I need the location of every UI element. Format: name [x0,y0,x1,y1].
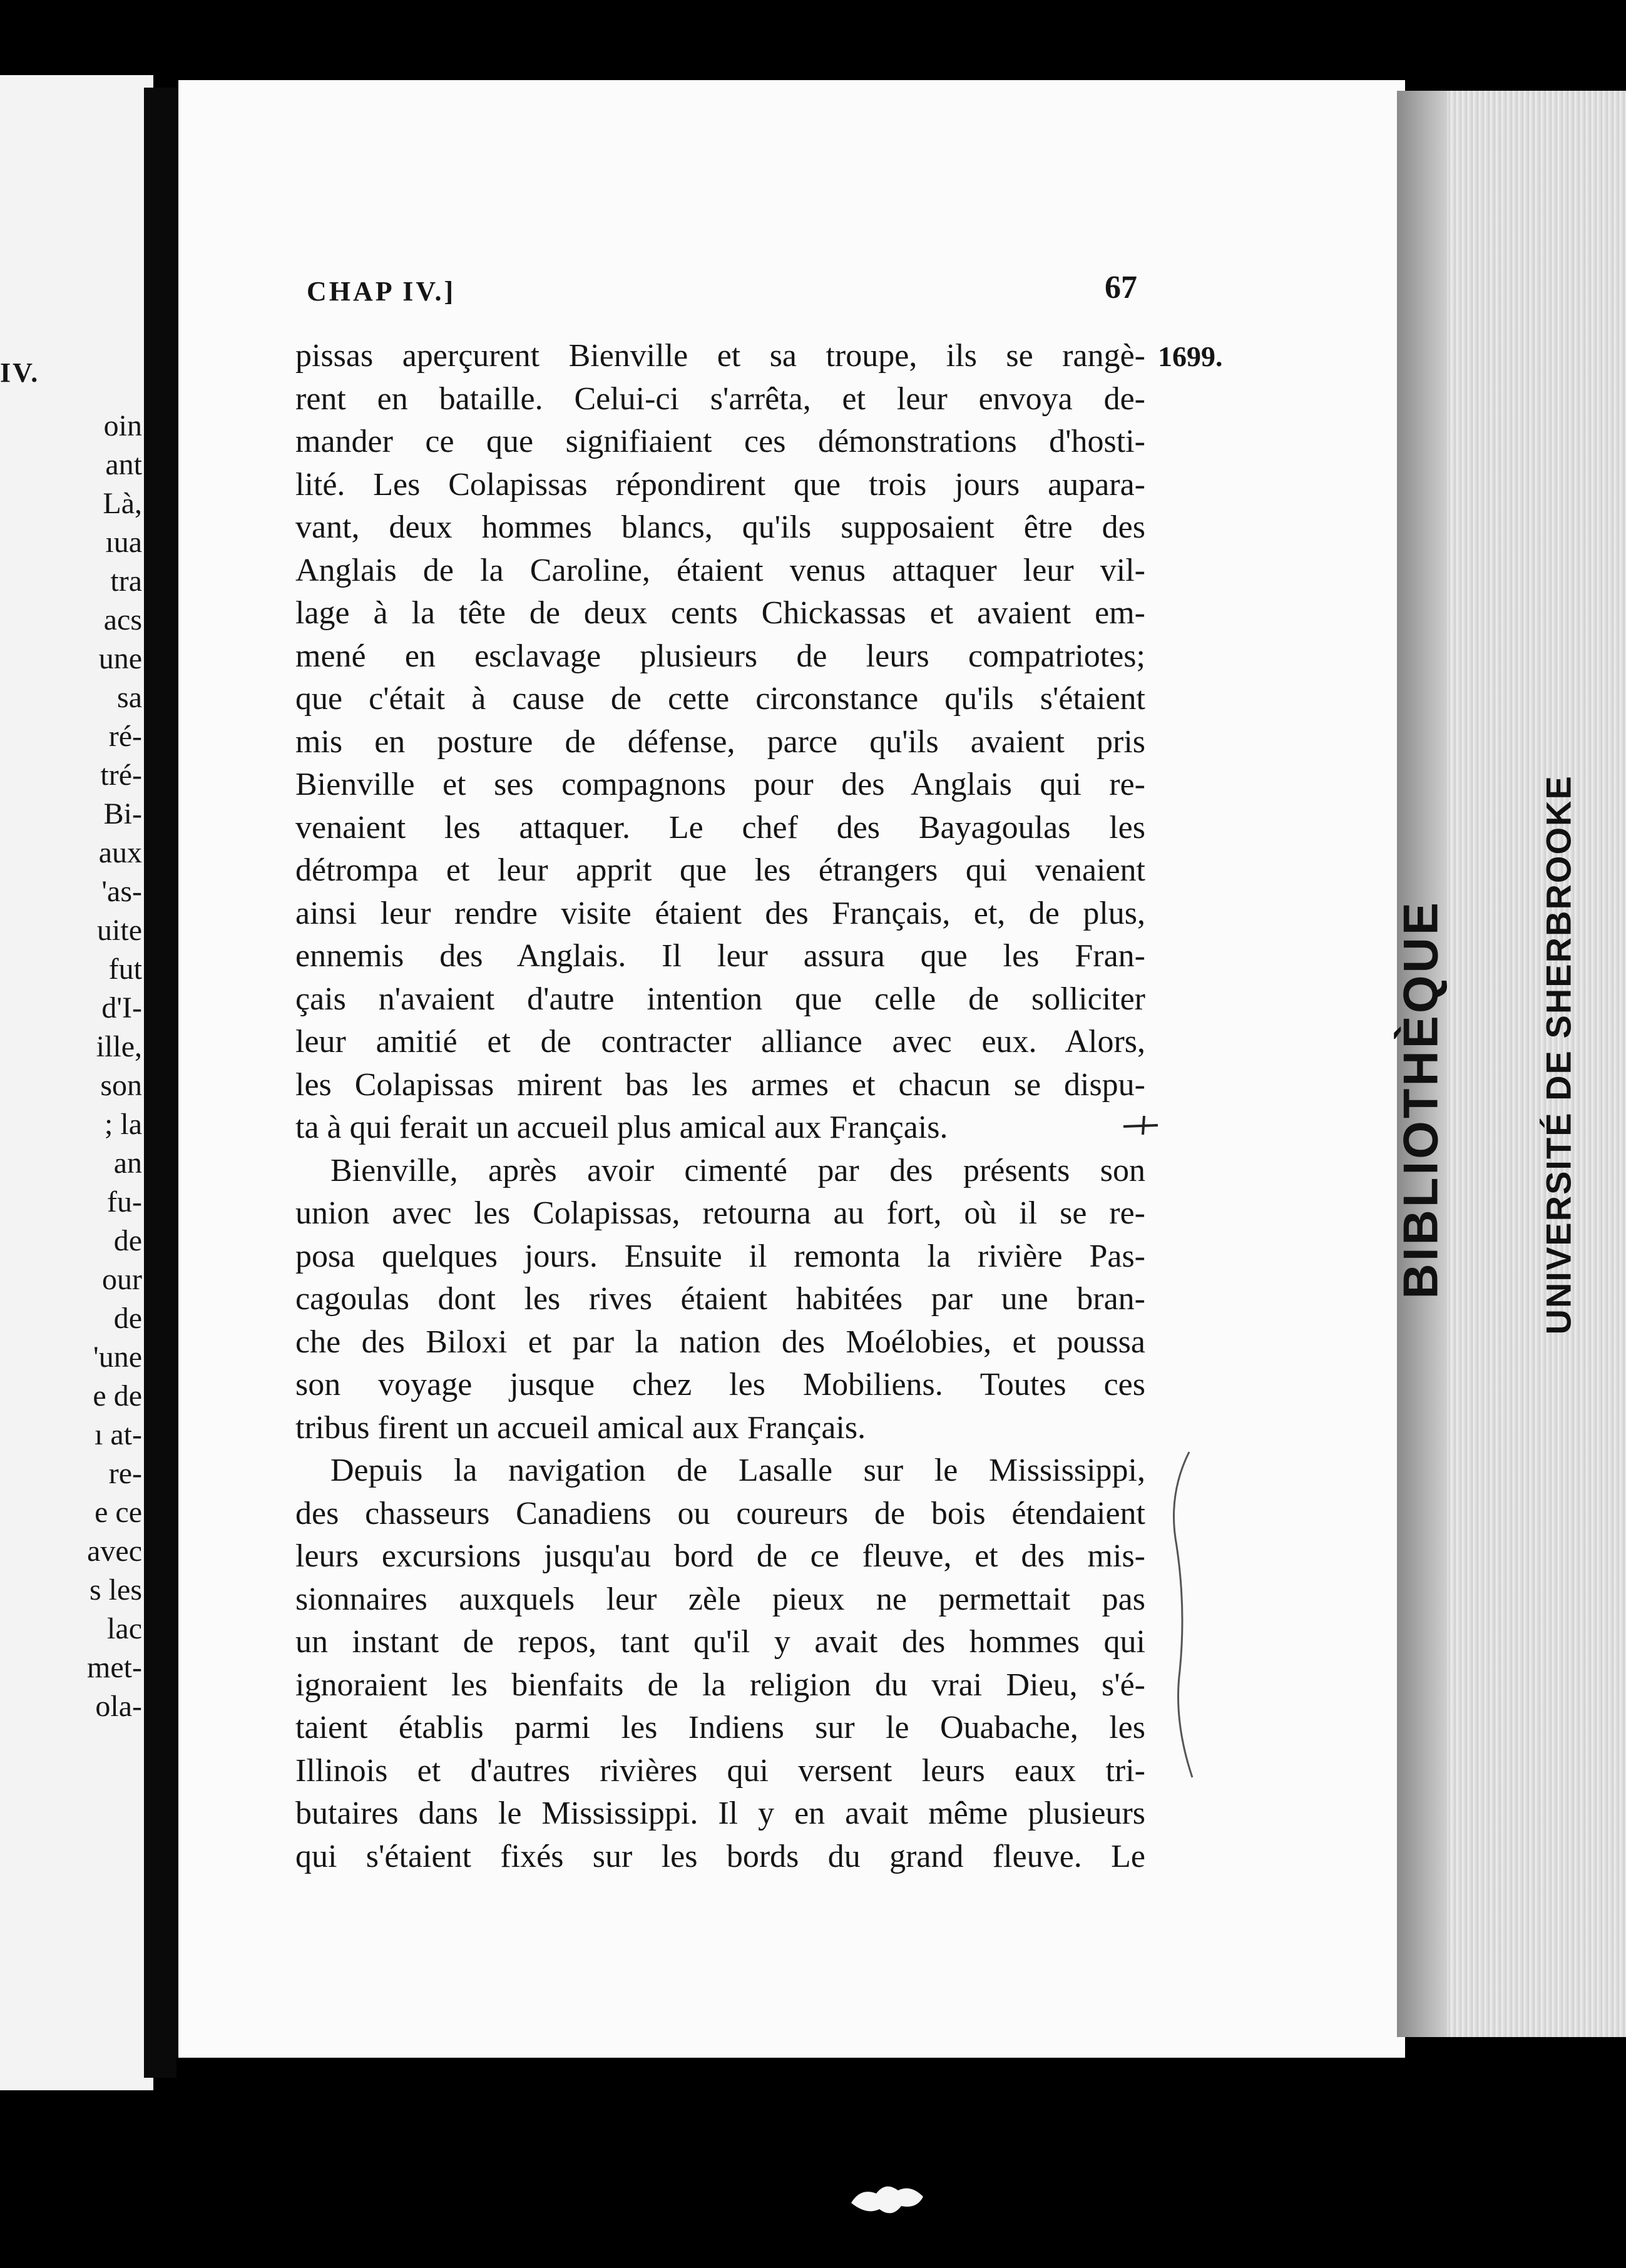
text-line: cagoulas dont les rives étaient habitées par une bran- [295,1281,1145,1317]
correction-mark-icon [1120,1113,1164,1138]
text-line: tribus firent un accueil amical aux Français. [295,1409,866,1446]
book-gutter [144,88,176,2078]
text-line: détrompa et leur apprit que les étrangers qui venaient [295,852,1145,888]
text-line: leurs excursions jusqu'au bord de ce fleuve, et des mis- [295,1538,1145,1574]
left-page-line: lac [107,1612,142,1645]
left-page-line: avec [87,1535,142,1568]
left-page-line: ıua [105,526,142,559]
left-page-line: de [113,1302,142,1335]
text-line: que c'était à cause de cette circonstance qu'ils s'étaient [295,681,1145,717]
text-line: son voyage jusque chez les Mobiliens. Toutes ces [295,1367,1145,1402]
text-line: Depuis la navigation de Lasalle sur le Mississippi, [330,1453,1145,1488]
left-page-line: 'une [93,1341,142,1374]
running-head: CHAP IV.] [307,276,456,307]
text-line: che des Biloxi et par la nation des Moélobies, et poussa [295,1324,1145,1360]
stamp-university-text: UNIVERSITÉ DE SHERBROOKE [1538,775,1578,1335]
left-page-line: ille, [96,1030,142,1063]
left-page-line: oin [103,409,142,442]
text-line: Bienville et ses compagnons pour des Anglais qui re- [295,767,1145,802]
left-page-line: re- [108,1457,142,1490]
left-page-line: our [102,1263,142,1296]
text-line: taient établis parmi les Indiens sur le Ouabache, les [295,1710,1145,1745]
text-line: vant, deux hommes blancs, qu'ils supposaient être des [295,509,1145,545]
library-stamp [1389,775,1578,1364]
left-page-line: une [98,642,142,675]
text-line: leur amitié et de contracter alliance avec eux. Alors, [295,1024,1145,1060]
text-line: lage à la tête de deux cents Chickassas et avaient em- [295,595,1145,631]
left-page-line: Bi- [103,797,142,830]
left-page-line: 'as- [101,875,142,908]
text-line: les Colapissas mirent bas les armes et chacun se dispu- [295,1066,1145,1103]
left-page-line: fut [108,953,142,986]
left-page-line: sa [117,681,142,714]
text-line: ainsi leur rendre visite étaient des Français, et, de plus, [295,895,1145,931]
text-line: un instant de repos, tant qu'il y avait des hommes qui [295,1624,1145,1660]
left-page-line: de [113,1224,142,1257]
stamp-library-text: BIBLIOTHÈQUE [1393,900,1448,1299]
ink-blot-icon [848,2175,929,2222]
text-line: çais n'avaient d'autre intention que celle de solliciter [295,981,1145,1017]
text-line: butaires dans le Mississippi. Il y en avait même plusieurs [295,1796,1145,1831]
margin-bracket-mark-icon [1164,1446,1202,1784]
page-number: 67 [1105,270,1137,305]
left-page-line: aux [98,836,142,869]
left-page-line-endings [17,407,142,1726]
left-facing-page [0,75,153,2090]
text-line: lité. Les Colapissas répondirent que trois jours aupara- [295,466,1145,503]
text-line: Bienville, après avoir cimenté par des présents son [330,1152,1145,1188]
text-line: mander ce que signifiaient ces démonstrations d'hosti- [295,424,1145,459]
text-line: ta à qui ferait un accueil plus amical aux Français. [295,1110,948,1145]
text-line: sionnaires auxquels leur zèle pieux ne permettait pas [295,1581,1145,1617]
left-page-line: d'I- [101,991,142,1024]
left-page-line: tra [110,564,142,598]
left-page-line: ré- [108,720,142,753]
left-running-head: IV. [0,357,40,388]
left-page-line: an [113,1147,142,1180]
left-page-line: ant [105,448,142,481]
text-line: mis en posture de défense, parce qu'ils avaient pris [295,723,1145,760]
text-line: pissas aperçurent Bienville et sa troupe, ils se rangè- [295,338,1145,374]
text-line: venaient les attaquer. Le chef des Bayagoulas les [295,809,1145,845]
text-line: union avec les Colapissas, retourna au fort, où il se re- [295,1195,1145,1231]
left-page-line: tré- [100,759,142,792]
left-page-line: acs [103,603,142,636]
text-line: ennemis des Anglais. Il leur assura que les Fran- [295,938,1145,974]
left-page-line: Là, [103,487,142,520]
margin-year: 1699. [1158,340,1223,372]
left-page-line: uite [97,914,142,947]
text-line: Illinois et d'autres rivières qui versent leurs eaux tri- [295,1752,1145,1789]
text-line: posa quelques jours. Ensuite il remonta la rivière Pas- [295,1238,1145,1274]
text-line: qui s'étaient fixés sur les bords du grand fleuve. Le [295,1838,1145,1874]
left-page-line: ; la [105,1108,142,1141]
text-line: Anglais de la Caroline, étaient venus attaquer leur vil- [295,552,1145,588]
left-page-line: met- [87,1651,142,1684]
left-page-line: e ce [95,1496,142,1529]
left-page-line: e de [93,1379,142,1412]
left-page-line: s les [89,1573,142,1606]
left-page-line: son [100,1069,142,1102]
text-line: des chasseurs Canadiens ou coureurs de bois étendaient [295,1495,1145,1531]
text-line: mené en esclavage plusieurs de leurs compatriotes; [295,638,1145,674]
left-page-line: fu- [107,1185,142,1218]
text-line: rent en bataille. Celui-ci s'arrêta, et leur envoya de- [295,381,1145,417]
left-page-line: ı at- [95,1418,142,1451]
left-page-line: ola- [95,1690,142,1723]
text-line: ignoraient les bienfaits de la religion du vrai Dieu, s'é- [295,1667,1145,1703]
body-text [295,335,1145,1878]
